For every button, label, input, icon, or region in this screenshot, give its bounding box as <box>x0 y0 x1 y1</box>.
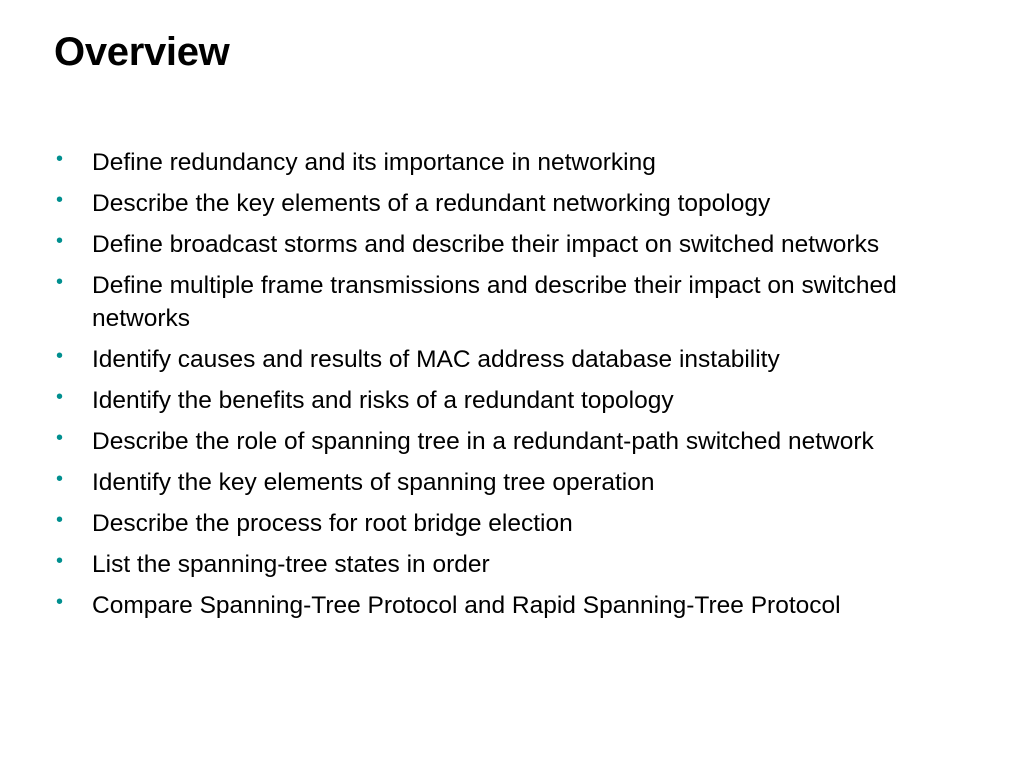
bullet-icon: • <box>56 386 64 408</box>
bullet-text: Identify causes and results of MAC address database instability <box>92 346 780 373</box>
bullet-item <box>54 187 984 220</box>
bullet-item <box>54 269 984 335</box>
bullet-icon: • <box>56 509 64 531</box>
bullet-item <box>54 425 984 458</box>
slide-title: Overview <box>54 30 230 74</box>
bullet-item <box>54 228 984 261</box>
bullet-icon: • <box>56 148 64 170</box>
bullet-icon: • <box>56 591 64 613</box>
bullet-icon: • <box>56 550 64 572</box>
bullet-text: Describe the key elements of a redundant networking topology <box>92 190 771 217</box>
bullet-text: Identify the benefits and risks of a redundant topology <box>92 387 674 414</box>
bullet-text: Describe the role of spanning tree in a redundant-path switched network <box>92 428 874 455</box>
bullet-text: Define redundancy and its importance in networking <box>92 149 656 176</box>
bullet-text: Compare Spanning-Tree Protocol and Rapid Spanning-Tree Protocol <box>92 592 841 619</box>
bullet-icon: • <box>56 271 64 293</box>
bullet-item <box>54 466 984 499</box>
bullet-icon: • <box>56 427 64 449</box>
bullet-item <box>54 146 984 179</box>
bullet-item <box>54 384 984 417</box>
bullet-icon: • <box>56 189 64 211</box>
bullet-icon: • <box>56 345 64 367</box>
bullet-item <box>54 548 984 581</box>
bullet-item <box>54 343 984 376</box>
bullet-text: Describe the process for root bridge election <box>92 510 573 537</box>
bullet-item <box>54 589 984 622</box>
bullet-text: Define multiple frame transmissions and describe their impact on switched networks <box>92 272 897 332</box>
bullet-text: Define broadcast storms and describe their impact on switched networks <box>92 231 880 258</box>
bullet-text: List the spanning-tree states in order <box>92 551 490 578</box>
bullet-list <box>54 146 984 630</box>
bullet-item <box>54 507 984 540</box>
bullet-text: Identify the key elements of spanning tree operation <box>92 469 655 496</box>
bullet-icon: • <box>56 230 64 252</box>
bullet-icon: • <box>56 468 64 490</box>
